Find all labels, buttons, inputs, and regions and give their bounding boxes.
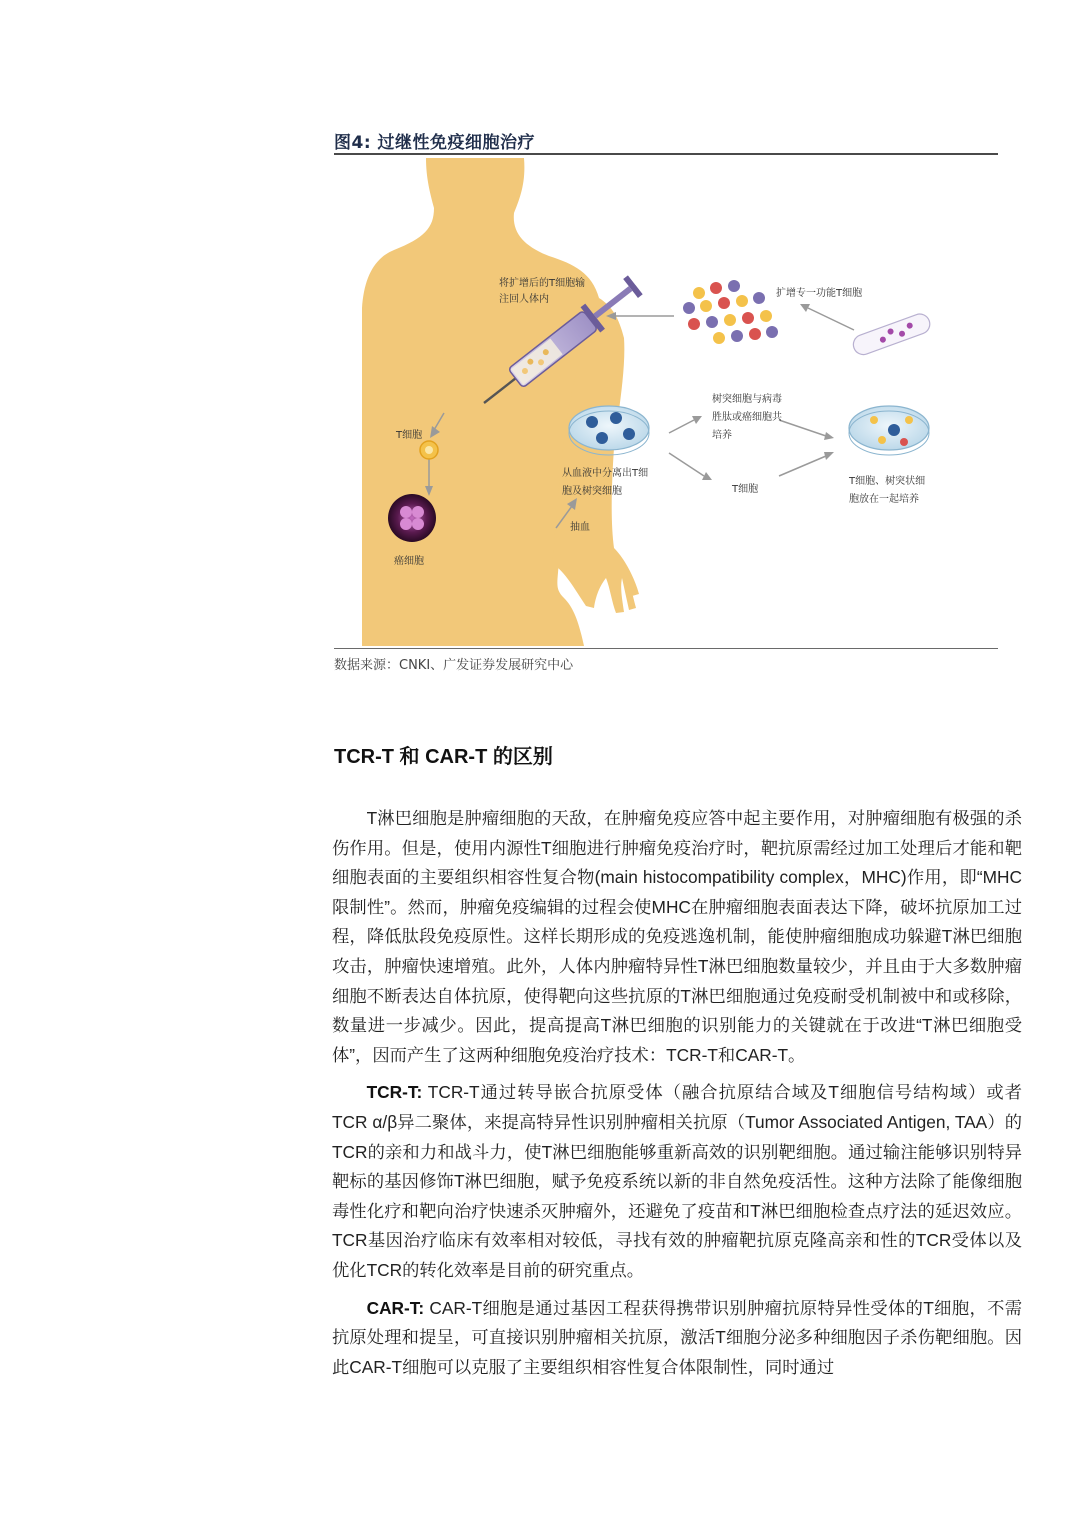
label-separate-1: 从血液中分离出T细 (562, 468, 649, 479)
label-together-1: T细胞、树突状细 (849, 476, 926, 487)
car-t-text: CAR-T细胞是通过基因工程获得携带识别肿瘤抗原特异性受体的T细胞，不需抗原处理和提呈，可直接识别肿瘤相关抗原，激活T细胞分泌多种细胞因子杀伤靶细胞。因此CAR-T细胞可以克服了主要组织相容性复合体限制性，同时通过 (332, 1297, 1022, 1377)
human-body-silhouette (362, 158, 639, 646)
test-tube-icon (851, 311, 933, 357)
label-blood-draw: 抽血 (570, 522, 590, 533)
label-coculture-3: 培养 (712, 430, 732, 441)
label-t-cell-middle: T细胞 (732, 484, 759, 495)
paragraph-car-t (332, 1294, 1022, 1383)
paragraph-intro: T淋巴细胞是肿瘤细胞的天敌，在肿瘤免疫应答中起主要作用，对肿瘤细胞有极强的杀伤作用。但是，使用内源性T细胞进行肿瘤免疫治疗时，靶抗原需经过加工处理后才能和靶细胞表面的主要组织相容性复合物(main histocompatibility complex，MHC)作用，即“MHC限制性”。然而，肿瘤免疫编辑的过程会使MHC在肿瘤细胞表面表达下降，破坏抗原加工过程，降低肽段免疫原性。这样长期形成的免疫逃逸机制，能使肿瘤细胞成功躲避T淋巴细胞攻击，肿瘤快速增殖。此外，人体内肿瘤特异性T淋巴细胞数量较少，并且由于大多数肿瘤细胞不断表达自体抗原，使得靶向这些抗原的T淋巴细胞通过免疫耐受机制被中和或移除，数量进一步减少。因此，提高提高T淋巴细胞的识别能力的关键就在于改进“T淋巴细胞受体”，因而产生了这两种细胞免疫治疗技术：TCR-T和CAR-T。 (332, 808, 1022, 1065)
figure-source: 数据来源：CNKI、广发证券发展研究中心 (334, 658, 574, 673)
t-cell-icon (420, 441, 438, 459)
car-t-label: CAR-T: (366, 1297, 425, 1318)
cancer-cell-icon (388, 494, 436, 542)
label-inject-1: 将扩增后的T细胞输 (499, 278, 586, 289)
figure-top-rule (334, 153, 998, 155)
figure-title: 图4: 过继性免疫细胞治疗 (334, 133, 536, 153)
label-expand: 扩增专一功能T细胞 (776, 288, 863, 299)
section-heading: TCR-T 和 CAR-T 的区别 (334, 746, 553, 768)
label-t-cell: T细胞 (396, 430, 423, 441)
expanded-t-cell-cluster-icon (683, 280, 778, 344)
paragraph-tcr-t (332, 1078, 1022, 1285)
petri-dish-coculture-icon (849, 406, 929, 455)
adoptive-immunotherapy-figure (334, 158, 998, 646)
label-cancer-cell: 癌细胞 (394, 556, 424, 567)
label-coculture-2: 胜肽或癌细胞共 (712, 412, 782, 423)
label-separate-2: 胞及树突细胞 (562, 486, 622, 497)
label-inject-2: 注回人体内 (499, 294, 549, 305)
tcr-t-text: TCR-T通过转导嵌合抗原受体（融合抗原结合域及T细胞信号结构域）或者TCR α/β异二聚体，来提高特异性识别肿瘤相关抗原（Tumor Associated Antigen, TAA）的TCR的亲和力和战斗力，使T淋巴细胞能够重新高效的识别靶细胞。通过输注能够识别特异靶标的基因修饰T淋巴细胞，赋予免疫系统以新的非自然免疫活性。这种方法除了能像细胞毒性化疗和靶向治疗快速杀灭肿瘤外，还避免了疫苗和T淋巴细胞检查点疗法的延迟效应。TCR基因治疗临床有效率相对较低，寻找有效的肿瘤靶抗原克隆高亲和性的TCR受体以及优化TCR的转化效率是目前的研究重点。 (332, 1082, 1022, 1280)
figure-bottom-rule (334, 648, 998, 649)
label-together-2: 胞放在一起培养 (849, 494, 919, 505)
body-text (332, 804, 1022, 1390)
tcr-t-label: TCR-T: (366, 1082, 423, 1103)
label-coculture-1: 树突细胞与病毒 (712, 394, 782, 405)
